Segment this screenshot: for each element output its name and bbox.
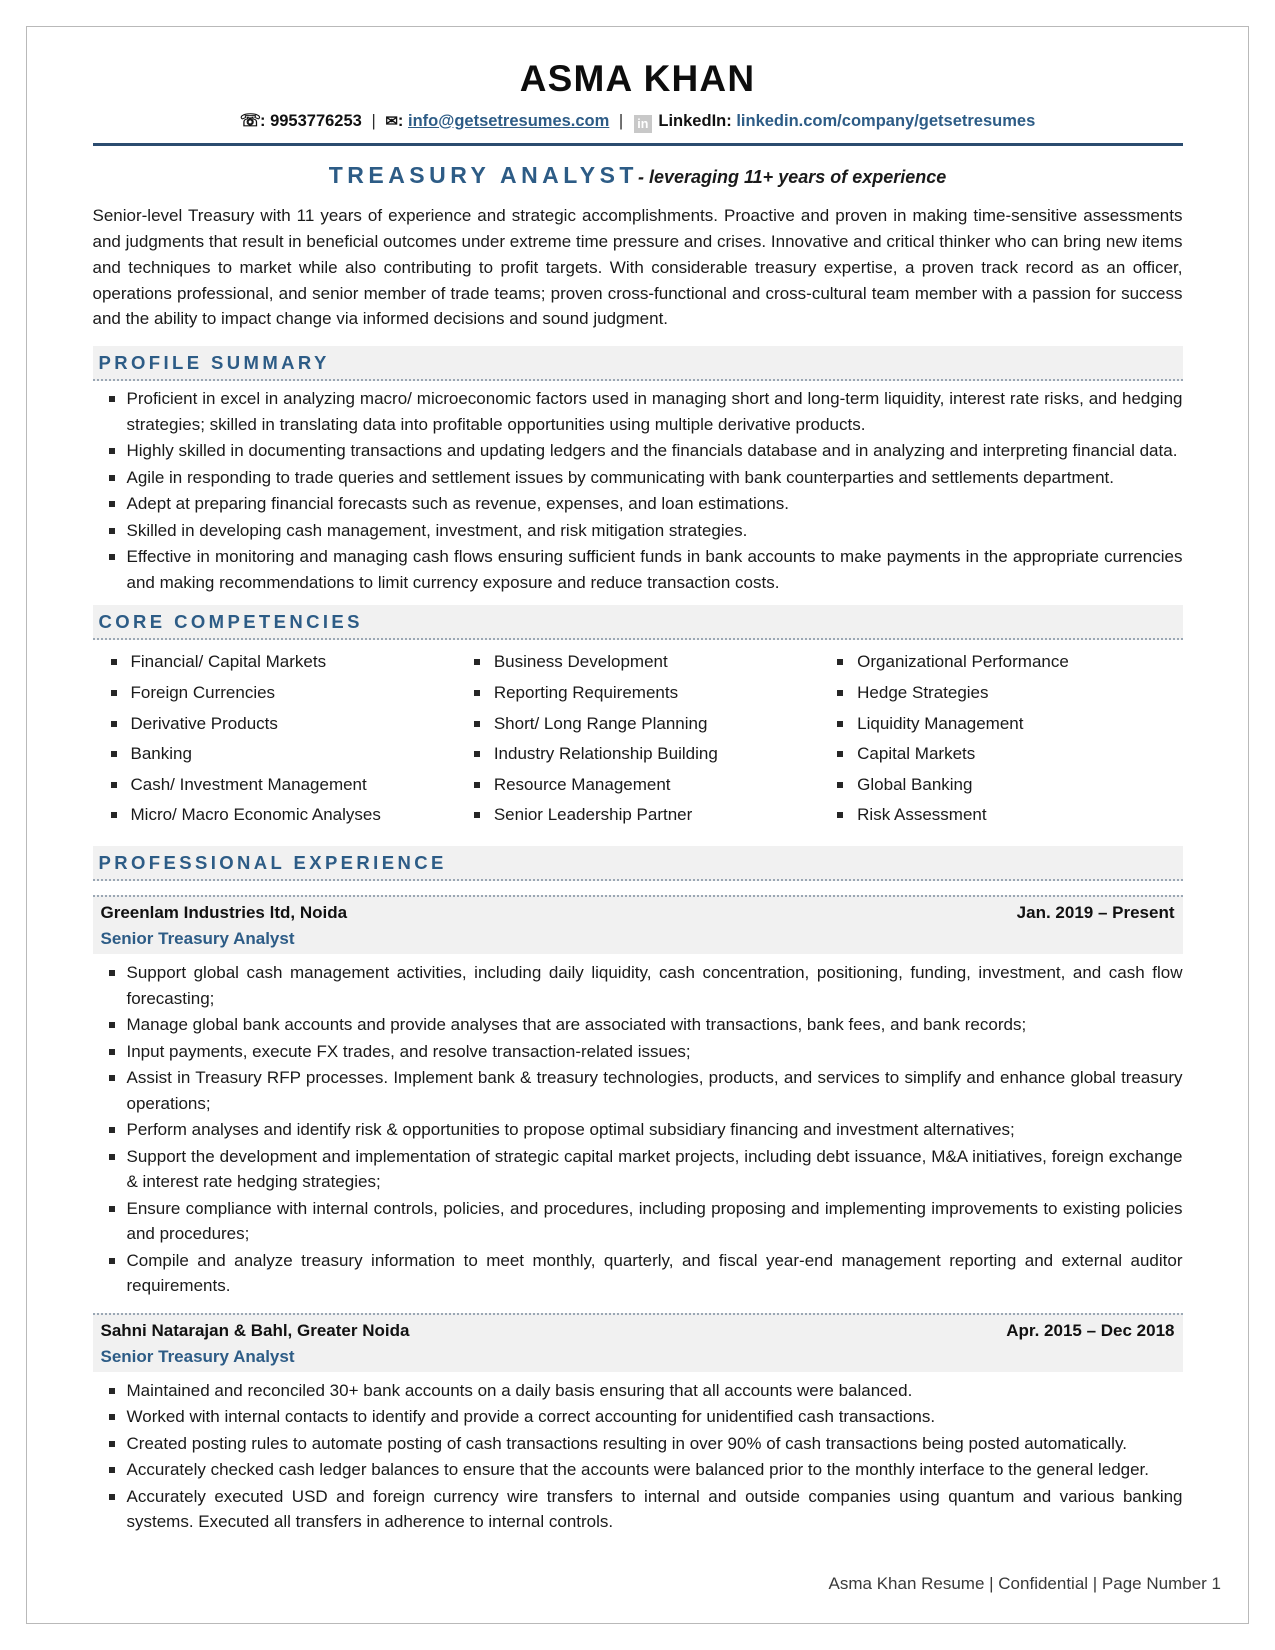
section-header-profile-summary [93, 346, 1183, 381]
company-date-row [101, 903, 1175, 923]
employment-dates: Jan. 2019 – Present [1016, 903, 1175, 923]
list-item: Hedge Strategies [819, 681, 1182, 706]
section-header-core-competencies [93, 605, 1183, 640]
list-item: Created posting rules to automate posting of cash transactions resulting in over 90% of cash transactions being posted automatically. [93, 1431, 1183, 1457]
list-item: Cash/ Investment Management [93, 773, 456, 798]
list-item: Proficient in excel in analyzing macro/ microeconomic factors used in managing short and long-term liquidity, interest rate risks, and hedging strategies; skilled in translating data into profitable opportunities using multiple derivative products. [93, 386, 1183, 437]
summary-paragraph: Senior-level Treasury with 11 years of experience and strategic accomplishments. Proactive and proven in making time-sensitive assessments and judgments that result in beneficial outcomes under extreme time pressure and crises. Innovative and critical thinker who can bring new items and techniques to market while also contributing to profit targets. With considerable treasury expertise, a proven track record as an officer, operations professional, and senior member of trade teams; proven cross-functional and cross-cultural team member with a passion for success and the ability to impact change via informed decisions and sound judgment. [92, 206, 1183, 329]
page-footer: Asma Khan Resume | Confidential | Page Number 1 [828, 1574, 1221, 1593]
list-item: Derivative Products [93, 712, 456, 737]
contact-line [93, 110, 1183, 133]
list-item: Global Banking [819, 773, 1182, 798]
company-date-row [101, 1321, 1175, 1341]
list-item: Agile in responding to trade queries and settlement issues by communicating with bank counterparties and settlements department. [93, 465, 1183, 491]
experience-entry [93, 895, 1183, 1299]
list-item: Business Development [456, 650, 819, 675]
list-item: Maintained and reconciled 30+ bank accounts on a daily basis ensuring that all accounts were balanced. [93, 1378, 1183, 1404]
resume-content [93, 26, 1183, 1535]
list-item: Capital Markets [819, 742, 1182, 767]
list-item: Senior Leadership Partner [456, 803, 819, 828]
header-divider [93, 143, 1183, 146]
mail-colon: : [397, 111, 404, 130]
list-item: Support the development and implementation of strategic capital market projects, including debt issuance, M&A initiatives, foreign exchange & interest rate hedging strategies; [93, 1144, 1183, 1195]
list-item: Effective in monitoring and managing cash flows ensuring sufficient funds in bank accounts to make payments in the appropriate currencies and making recommendations to limit currency exposure and reduce transaction costs. [93, 544, 1183, 595]
list-item: Industry Relationship Building [456, 742, 819, 767]
list-item: Short/ Long Range Planning [456, 712, 819, 737]
linkedin-link[interactable]: linkedin.com/company/getsetresumes [736, 111, 1036, 130]
list-item: Support global cash management activities, including daily liquidity, cash concentration, positioning, funding, investment, and cash flow forecasting; [93, 960, 1183, 1011]
linkedin-label: LinkedIn: [658, 111, 732, 130]
company-name: Sahni Natarajan & Bahl, Greater Noida [100, 1320, 410, 1340]
competency-column-3 [819, 650, 1182, 834]
list-item: Organizational Performance [819, 650, 1182, 675]
competency-column-2 [456, 650, 819, 834]
experience-entry [93, 1313, 1183, 1535]
email-link[interactable]: info@getsetresumes.com [408, 111, 610, 130]
list-item: Accurately executed USD and foreign currency wire transfers to internal and outside companies using quantum and various banking systems. Executed all transfers in adherence to internal controls. [93, 1484, 1183, 1535]
contact-separator-2: | [618, 111, 624, 130]
envelope-icon: ✉ [385, 112, 398, 130]
list-item: Compile and analyze treasury information to meet monthly, quarterly, and fiscal year-end management reporting and external auditor requirements. [93, 1248, 1183, 1299]
list-item: Reporting Requirements [456, 681, 819, 706]
list-item: Micro/ Macro Economic Analyses [93, 803, 456, 828]
experience-header-band [93, 1313, 1183, 1372]
employment-dates: Apr. 2015 – Dec 2018 [1006, 1320, 1175, 1340]
list-item: Perform analyses and identify risk & opportunities to propose optimal subsidiary financing and investment alternatives; [93, 1117, 1183, 1143]
list-item: Input payments, execute FX trades, and resolve transaction-related issues; [93, 1039, 1183, 1065]
list-item: Skilled in developing cash management, investment, and risk mitigation strategies. [93, 518, 1183, 544]
contact-separator-1: | [371, 111, 376, 130]
phone-icon: ☏ [239, 110, 260, 130]
phone-number: : 9953776253 [259, 111, 362, 130]
list-item: Adept at preparing financial forecasts such as revenue, expenses, and loan estimations. [93, 491, 1183, 517]
headline [93, 162, 1183, 190]
list-item: Accurately checked cash ledger balances to ensure that the accounts were balanced prior to the monthly interface to the general ledger. [93, 1457, 1183, 1483]
competency-column-1 [93, 650, 456, 834]
list-item: Foreign Currencies [93, 681, 456, 706]
job-title: Senior Treasury Analyst [100, 929, 295, 949]
list-item: Ensure compliance with internal controls, policies, and procedures, including proposing and implementing improvements to existing policies and procedures; [93, 1196, 1183, 1247]
list-item: Banking [93, 742, 456, 767]
candidate-name: ASMA KHAN [519, 58, 756, 99]
section-header-professional-experience [93, 846, 1183, 881]
list-item: Risk Assessment [819, 803, 1182, 828]
section-title: PROFESSIONAL EXPERIENCE [98, 852, 447, 874]
list-item: Manage global bank accounts and provide analyses that are associated with transactions, bank fees, and bank records; [93, 1012, 1183, 1038]
company-name: Greenlam Industries ltd, Noida [100, 903, 348, 923]
section-title: PROFILE SUMMARY [98, 352, 330, 374]
job-title: Senior Treasury Analyst [100, 1346, 295, 1366]
core-competencies-grid [93, 650, 1183, 834]
experience-bullet-list [93, 1378, 1183, 1535]
list-item: Highly skilled in documenting transactions and updating ledgers and the financials database and in analyzing and interpreting financial data. [93, 438, 1183, 464]
list-item: Resource Management [456, 773, 819, 798]
linkedin-icon: in [634, 115, 652, 133]
headline-tagline: - leveraging 11+ years of experience [637, 166, 947, 187]
experience-bullet-list [93, 960, 1183, 1299]
headline-job-title: TREASURY ANALYST [328, 161, 638, 188]
experience-header-band [93, 895, 1183, 954]
section-title: CORE COMPETENCIES [98, 611, 363, 633]
profile-summary-list [93, 386, 1183, 595]
list-item: Worked with internal contacts to identify and provide a correct accounting for unidentified cash transactions. [93, 1404, 1183, 1430]
list-item: Assist in Treasury RFP processes. Implement bank & treasury technologies, products, and services to simplify and enhance global treasury operations; [93, 1065, 1183, 1116]
list-item: Financial/ Capital Markets [93, 650, 456, 675]
list-item: Liquidity Management [819, 712, 1182, 737]
